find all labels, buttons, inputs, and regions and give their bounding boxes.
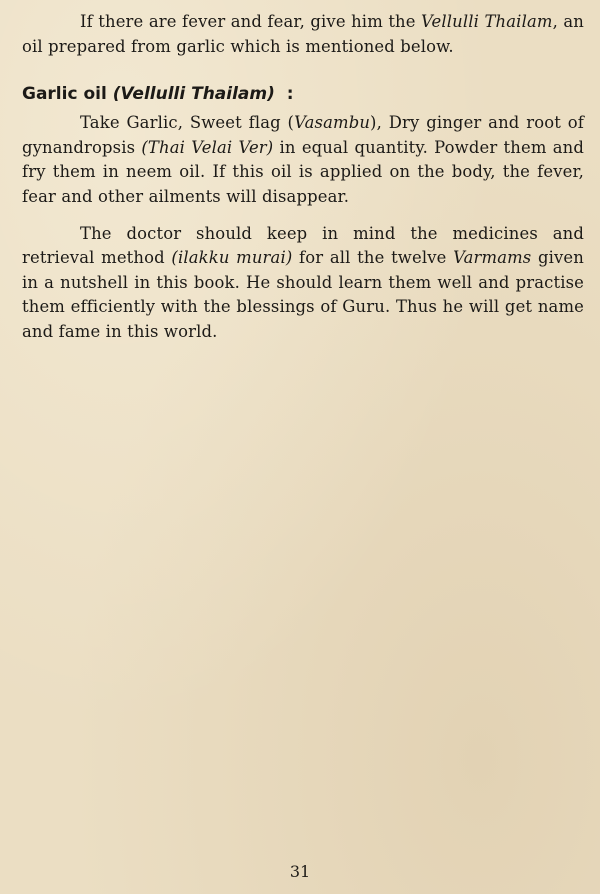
- section-heading: [22, 81, 584, 107]
- intro-text-end: , an oil prepared from garlic which is mentioned below.: [22, 12, 584, 56]
- closing-text-2: for all the twelve: [292, 248, 454, 268]
- recipe-text-3: in equal quantity. Powder them and fry them in neem oil. If this oil is applied on the body, the fever, fear and other ailments will disappear.: [22, 137, 584, 206]
- recipe-text-2: ), Dry ginger and root of gynandropsis: [22, 113, 584, 157]
- closing-term-1: (ilakku murai): [171, 248, 293, 268]
- recipe-text-1: Take Garlic, Sweet flag (: [80, 113, 295, 133]
- page-number: 31: [289, 862, 311, 881]
- intro-paragraph: [22, 10, 584, 59]
- recipe-term-1: Vasambu: [294, 113, 371, 133]
- closing-paragraph: [22, 222, 584, 345]
- heading-text: Garlic oil: [22, 84, 113, 105]
- intro-term: Vellulli Thailam: [421, 12, 553, 31]
- recipe-paragraph: [22, 111, 584, 209]
- heading-colon: :: [274, 84, 294, 105]
- recipe-term-2: (Thai Velai Ver): [141, 137, 274, 157]
- closing-term-2: Varmams: [453, 248, 532, 268]
- closing-text-3: given in a nutshell in this book. He should learn them well and practise them efficiently with the blessings of Guru. Thus he will get name and fame in this world.: [22, 248, 584, 341]
- closing-text-1: The doctor should keep in mind the medicines and retrieval method: [22, 223, 584, 268]
- heading-term: (Vellulli Thailam): [112, 84, 275, 105]
- page-content: [22, 10, 584, 345]
- intro-text: If there are fever and fear, give him the: [80, 12, 422, 31]
